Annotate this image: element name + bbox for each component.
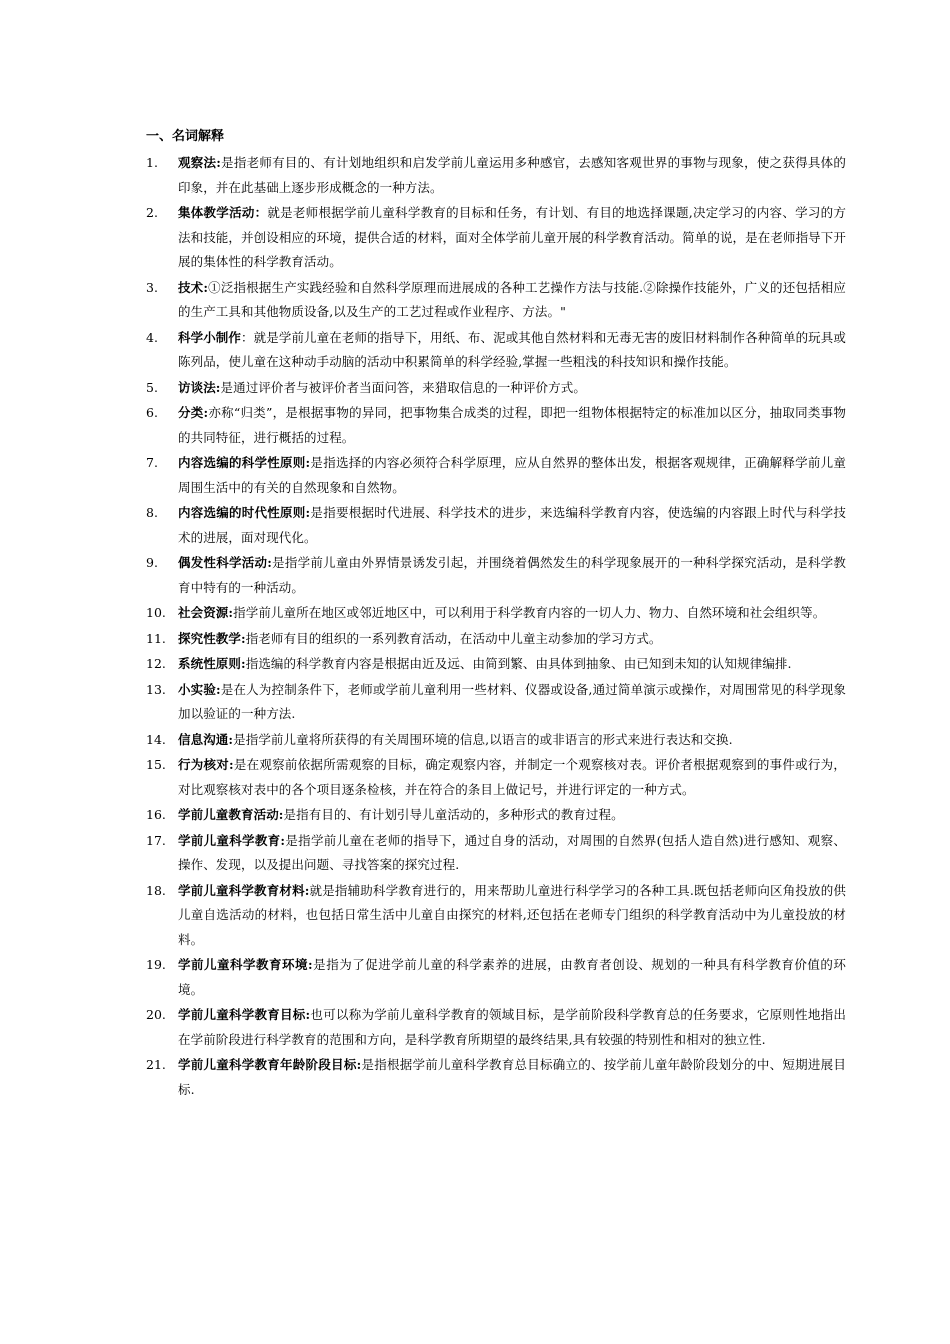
glossary-item	[146, 829, 846, 878]
item-number: 2.	[146, 205, 158, 220]
glossary-item	[146, 276, 846, 325]
item-term: 探究性教学:	[178, 630, 246, 646]
item-term: 观察法:	[178, 155, 221, 170]
item-definition: 是指学前儿童由外界情景诱发引起，并围绕着偶然发生的科学现象展开的一种科学探究活动，是科学教育中特有的一种活动。	[178, 555, 846, 595]
item-definition: 指老师有目的组织的一系列教育活动，在活动中儿童主动参加的学习方式。	[245, 630, 662, 646]
item-number: 9.	[146, 555, 158, 570]
item-definition: 是在观察前依据所需观察的目标，确定观察内容，并制定一个观察核对表。评价者根据观察到的事件或行为，对比观察核对表中的各个项目逐条检核，并在符合的条目上做记号，并进行评定的一种方式。	[178, 757, 846, 797]
item-term: 集体教学活动：	[178, 205, 268, 220]
item-number: 15.	[146, 757, 166, 772]
item-number: 12.	[146, 656, 166, 671]
item-term: 小实验:	[178, 681, 221, 697]
item-term: 学前儿童科学教育目标:	[178, 1007, 311, 1022]
item-number: 16.	[146, 807, 166, 822]
glossary-item	[146, 953, 846, 1002]
item-definition: 就是指辅助科学教育进行的，用来帮助儿童进行科学学习的各种工具.既包括老师向区角投放的供儿童自选活动的材料，也包括日常生活中儿童自由探究的材料,还包括在老师专门组织的科学教育活动中为儿童投放的材料。	[178, 882, 847, 947]
glossary-item	[146, 401, 846, 450]
item-number: 4.	[146, 329, 158, 345]
item-body	[178, 829, 846, 878]
item-definition: ：就是学前儿童在老师的指导下，用纸、布、泥或其他自然材料和无毒无害的废旧材料制作各种简单的玩具或陈列品，使儿童在这种动手动脑的活动中积累简单的科学经验,掌握一些粗浅的科技知识和操作技能。	[178, 329, 846, 369]
item-term: 分类:	[178, 405, 209, 420]
item-number: 18.	[146, 882, 166, 898]
item-number: 21.	[146, 1057, 166, 1072]
item-body	[178, 652, 846, 677]
item-number: 17.	[146, 832, 166, 848]
item-term: 信息沟通:	[178, 731, 234, 747]
glossary-item	[146, 753, 846, 802]
item-term: 学前儿童教育活动:	[178, 807, 284, 822]
item-body	[178, 451, 846, 500]
item-term: 内容选编的科学性原则:	[178, 455, 311, 470]
item-term: 偶发性科学活动:	[178, 555, 272, 570]
item-definition: 是指要根据时代进展、科学技术的进步，来选编科学教育内容，使选编的内容跟上时代与科学技术的进展，面对现代化。	[178, 505, 847, 545]
glossary-item	[146, 803, 846, 828]
item-body	[178, 753, 846, 802]
item-definition: 是在人为控制条件下，老师或学前儿童利用一些材料、仪器或设备,通过简单演示或操作，对周围常见的科学现象加以验证的一种方法.	[178, 681, 846, 721]
glossary-item	[146, 376, 846, 401]
item-term: 行为核对:	[178, 757, 234, 772]
item-number: 13.	[146, 681, 166, 697]
item-term: 学前儿童科学教育材料:	[178, 882, 310, 898]
item-number: 6.	[146, 405, 158, 420]
item-term: 系统性原则:	[178, 656, 246, 671]
item-body	[178, 1003, 846, 1052]
item-body	[178, 326, 846, 375]
item-number: 7.	[146, 455, 158, 470]
item-body	[178, 151, 846, 200]
glossary-item	[146, 326, 846, 375]
item-body	[178, 953, 846, 1002]
glossary-item	[146, 1003, 846, 1052]
item-definition: 是指老师有目的、有计划地组织和启发学前儿童运用多种感官，去感知客观世界的事物与现象，使之获得具体的印象，并在此基础上逐步形成概念的一种方法。	[178, 155, 846, 195]
item-body	[178, 276, 846, 325]
item-definition: 是指选择的内容必须符合科学原理，应从自然界的整体出发，根据客观规律，正确解释学前儿童周围生活中的有关的自然现象和自然物。	[178, 455, 847, 495]
item-definition: 是指根据学前儿童科学教育总目标确立的、按学前儿童年龄阶段划分的中、短期进展目标.	[178, 1057, 846, 1097]
glossary-item	[146, 551, 846, 600]
item-body	[178, 401, 846, 450]
item-definition: 也可以称为学前儿童科学教育的领域目标，是学前阶段科学教育总的任务要求，它原则性地指出在学前阶段进行科学教育的范围和方向，是科学教育所期望的最终结果,具有较强的特别性和相对的独立性.	[178, 1007, 847, 1047]
item-definition: 指选编的科学教育内容是根据由近及远、由简到繁、由具体到抽象、由已知到未知的认知规律编排.	[245, 656, 792, 671]
item-definition: 指学前儿童所在地区或邻近地区中，可以利用于科学教育内容的一切人力、物力、自然环境和社会组织等。	[233, 605, 826, 620]
glossary-item	[146, 1053, 846, 1102]
item-body	[178, 601, 846, 626]
item-number: 8.	[146, 505, 158, 520]
item-term: 学前儿童科学教育环境:	[178, 957, 313, 972]
item-definition: 是指学前儿童在老师的指导下，通过自身的活动，对周围的自然界(包括人造自然)进行感知、观察、操作、发现，以及提出问题、寻找答案的探究过程.	[178, 832, 846, 872]
item-term: 社会资源:	[178, 605, 234, 620]
item-body	[178, 201, 846, 275]
item-term: 访谈法:	[178, 379, 221, 395]
item-definition: 亦称“归类”，是根据事物的异同，把事物集合成类的过程，即把一组物体根据特定的标准加以区分，抽取同类事物的共同特征，进行概括的过程。	[178, 405, 846, 445]
item-body	[178, 501, 846, 550]
glossary-item	[146, 201, 846, 275]
item-term: 技术:	[178, 279, 209, 295]
item-body	[178, 803, 846, 828]
item-definition: ①泛指根据生产实践经验和自然科学原理而进展成的各种工艺操作方法与技能.②除操作技能外，广义的还包括相应的生产工具和其他物质设备,以及生产的工艺过程或作业程序、方法。"	[178, 279, 847, 319]
glossary-item	[146, 627, 846, 652]
item-body	[178, 728, 846, 753]
item-definition: 是通过评价者与被评价者当面问答，来猎取信息的一种评价方式。	[220, 379, 586, 395]
glossary-item	[146, 451, 846, 500]
item-number: 3.	[146, 279, 158, 295]
item-body	[178, 678, 846, 727]
item-number: 5.	[146, 379, 158, 395]
glossary-item	[146, 151, 846, 200]
item-number: 1.	[146, 155, 158, 170]
item-number: 14.	[146, 731, 166, 747]
item-definition: 是指为了促进学前儿童的科学素养的进展，由教育者创设、规划的一种具有科学教育价值的环境。	[178, 957, 847, 997]
glossary-item	[146, 728, 846, 753]
item-body	[178, 879, 846, 953]
item-number: 10.	[146, 605, 166, 620]
item-definition: 是指学前儿童将所获得的有关周围环境的信息,以语言的或非语言的形式来进行表达和交换.	[233, 731, 733, 747]
item-term: 科学小制作	[178, 329, 242, 345]
glossary-list	[146, 151, 846, 1103]
item-definition: 是指有目的、有计划引导儿童活动的，多种形式的教育过程。	[283, 807, 624, 822]
item-body	[178, 1053, 846, 1102]
item-body	[178, 551, 846, 600]
glossary-item	[146, 652, 846, 677]
item-term: 学前儿童科学教育年龄阶段目标:	[178, 1057, 362, 1072]
item-number: 20.	[146, 1007, 166, 1022]
glossary-item	[146, 879, 846, 953]
glossary-item	[146, 678, 846, 727]
item-body	[178, 376, 846, 401]
item-number: 19.	[146, 957, 166, 972]
glossary-item	[146, 501, 846, 550]
item-term: 内容选编的时代性原则:	[178, 505, 311, 520]
section-title: 一、名词解释	[146, 129, 225, 144]
item-body	[178, 627, 846, 652]
item-number: 11.	[146, 630, 166, 646]
item-term: 学前儿童科学教育:	[178, 832, 286, 848]
glossary-item	[146, 601, 846, 626]
item-definition: 就是老师根据学前儿童科学教育的目标和任务，有计划、有目的地选择课题,决定学习的内容、学习的方法和技能，并创设相应的环境，提供合适的材料，面对全体学前儿童开展的科学教育活动。简单的说，是在老师指导下开展的集体性的科学教育活动。	[178, 205, 846, 269]
